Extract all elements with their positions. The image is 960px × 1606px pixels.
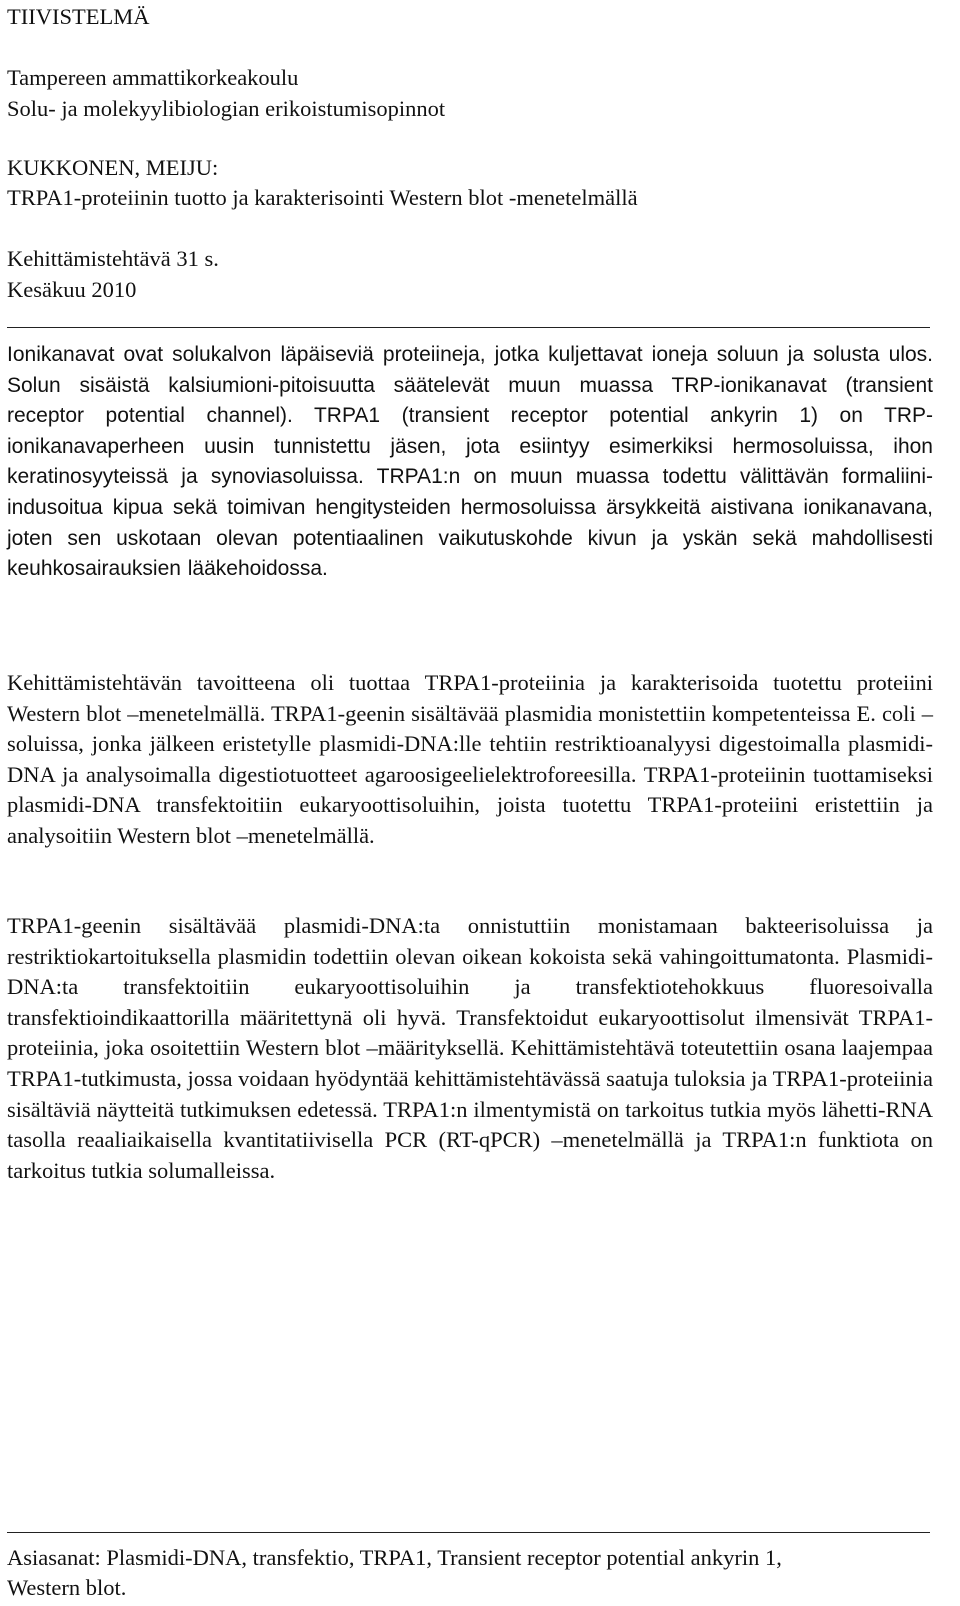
abstract-paragraph-1: Ionikanavat ovat solukalvon läpäiseviä proteiineja, jotka kuljettavat ioneja soluun ja solusta ulos. Solun sisäistä kalsiumioni-pitoisuutta säätelevät muun muassa TRP-ionikanavat (transient receptor potential channel). TRPA1 (transient receptor potential ankyrin 1) on TRP-ionikanavaperheen uusin tunnistettu jäsen, jota esiintyy esimerkiksi hermosoluissa, ihon keratinosyyteissä ja synoviasoluissa. TRPA1:n on muun muassa todettu välittävän formaliini-indusoitua kipua sekä toimivan hengitysteiden hermosoluissa ärsykkeitä aistivana ionikanavana, joten sen uskotaan olevan potentiaalinen vaikutuskohde kivun ja yskän sekä mahdollisesti keuhkosairauksien lääkehoidossa. xyxy=(7,343,933,581)
footer-divider xyxy=(7,1532,930,1533)
work-type: Kehittämistehtävä 31 s. xyxy=(7,246,219,271)
publication-date: Kesäkuu 2010 xyxy=(7,277,137,302)
page-heading: TIIVISTELMÄ xyxy=(7,4,150,29)
institution: Tampereen ammattikorkeakoulu xyxy=(7,65,299,90)
abstract-paragraph-2: Kehittämistehtävän tavoitteena oli tuottaa TRPA1-proteiinia ja karakterisoida tuotettu proteiini Western blot –menetelmällä. TRPA1-geenin sisältävää plasmidia monistettiin kompetenteissa E. coli –soluissa, jonka jälkeen eristetylle plasmidi-DNA:lle tehtiin restriktioanalyysi digestoimalla plasmidi-DNA ja analysoimalla digestiotuotteet agaroosigeelielektroforeesilla. TRPA1-proteiinin tuottamiseksi plasmidi-DNA transfektoitiin eukaryoottisoluihin, joista tuotettu TRPA1-proteiini eristettiin ja analysoitiin Western blot –menetelmällä. xyxy=(7,670,933,848)
author: KUKKONEN, MEIJU: xyxy=(7,155,219,180)
keywords-line-2: Western blot. xyxy=(7,1575,127,1600)
program: Solu- ja molekyylibiologian erikoistumisopinnot xyxy=(7,96,446,121)
abstract-paragraph-3: TRPA1-geenin sisältävää plasmidi-DNA:ta onnistuttiin monistamaan bakteerisoluissa ja restriktiokartoituksella plasmidin todettiin olevan oikean kokoista sekä vahingoittumatonta. Plasmidi-DNA:ta transfektoitiin eukaryoottisoluihin ja transfektiotehokkuus fluoresoivalla transfektioindikaattorilla määritettynä oli hyvä. Transfektoidut eukaryoottisolut ilmensivät TRPA1-proteiinia, joka osoitettiin Western blot –määrityksellä. Kehittämistehtävä toteutettiin osana laajempaa TRPA1-tutkimusta, jossa voidaan hyödyntää kehittämistehtävässä saatuja tuloksia ja TRPA1-proteiinia sisältäviä näytteitä tutkimuksen edetessä. TRPA1:n ilmentymistä on tarkoitus tutkia myös lähetti-RNA tasolla reaaliaikaisella kvantitatiivisella PCR (RT-qPCR) –menetelmällä ja TRPA1:n funktiota on tarkoitus tutkia solumalleissa. xyxy=(7,913,933,1183)
header-divider xyxy=(7,327,930,328)
thesis-title: TRPA1-proteiinin tuotto ja karakterisointi Western blot -menetelmällä xyxy=(7,185,638,210)
keywords-line-1: Asiasanat: Plasmidi-DNA, transfektio, TRPA1, Transient receptor potential ankyrin 1, xyxy=(7,1545,782,1570)
